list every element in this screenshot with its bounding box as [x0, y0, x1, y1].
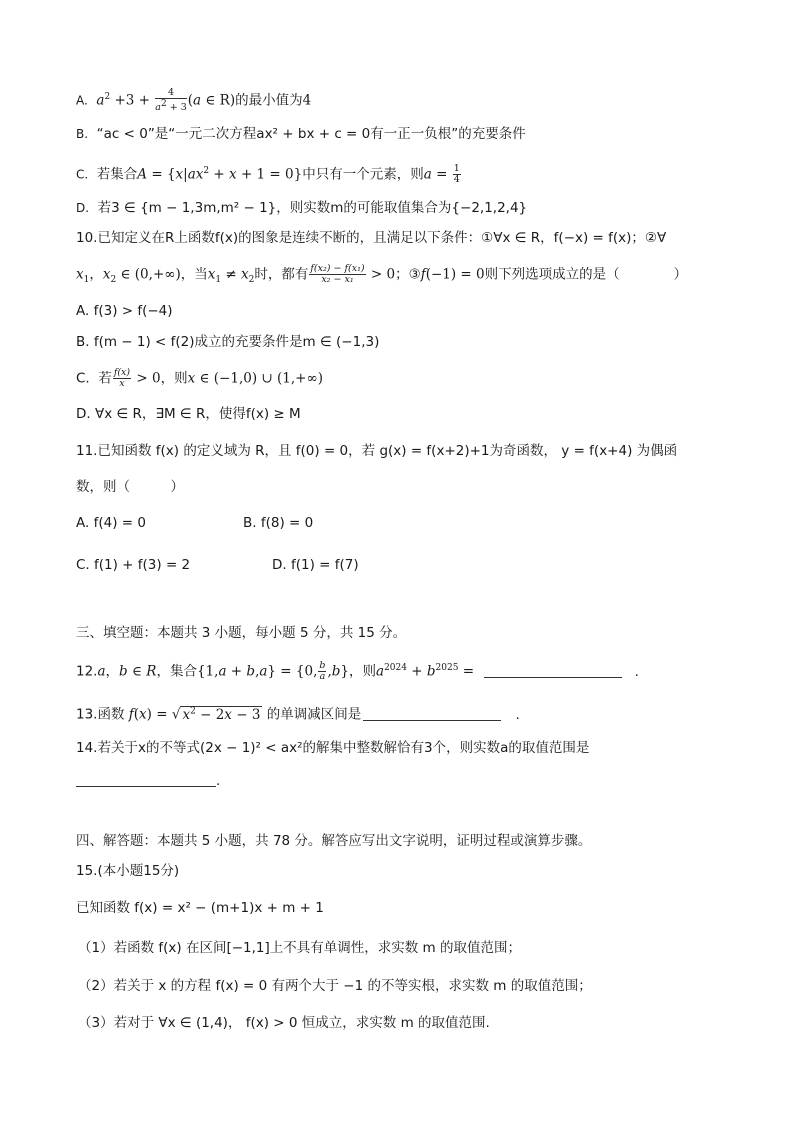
q9-option-b: B. “ac < 0”是“一元二次方程ax² + bx + c = 0有一正一负根”的充要条件 — [76, 126, 526, 142]
q14-line2: . — [76, 771, 220, 791]
q10-stem-line1: 10.已知定义在R上函数f(x)的图象是连续不断的，且满足以下条件：①∀x ∈ R，f(−x) = f(x)；②∀ — [76, 230, 667, 246]
q11-option-b: B. f(8) = 0 — [243, 515, 314, 531]
q11-option-c: C. f(1) + f(3) = 2 — [76, 557, 191, 573]
section3-heading: 三、填空题：本题共 3 小题，每小题 5 分，共 15 分。 — [76, 625, 407, 641]
q12: 12.a，b ∈ R，集合{1,a + b,a} = {0, $\frac{b}{a}$ ,b}，则$a^{2024} + b^{2025}$ = . — [76, 660, 639, 682]
q14-answer-blank[interactable] — [76, 772, 216, 787]
q13-answer-blank[interactable] — [363, 706, 501, 721]
q11-option-a: A. f(4) = 0 — [76, 515, 146, 531]
q12-answer-blank[interactable] — [484, 663, 622, 678]
q13: 13.函数 f(x) = √ $x^2 - 2x - 3$ 的单调减区间是 . — [76, 706, 520, 723]
q11-option-d: D. f(1) = f(7) — [272, 557, 359, 573]
q10-option-c: C. 若 $\frac{f(x)}{x}$ > 0，则x ∈ (−1,0) ∪ (1,+∞) — [76, 367, 323, 389]
q9-option-a: A. $a^2 +3$ + $\frac{4}{a^2 + 3}$ (a ∈ R)的最小值为4 — [76, 86, 312, 114]
q15-part1: （1）若函数 f(x) 在区间[−1,1]上不具有单调性，求实数 m 的取值范围； — [78, 940, 521, 956]
q9-option-d: D. 若3 ∈ {m − 1,3m,m² − 1}，则实数m的可能取值集合为{−2,1,2,4} — [76, 200, 528, 216]
q15-title: 15.(本小题15分) — [76, 863, 180, 879]
section4-heading: 四、解答题：本题共 5 小题，共 78 分。解答应写出文字说明，证明过程或演算步骤。 — [76, 833, 592, 849]
q10-option-d: D. ∀x ∈ R，∃M ∈ R，使得f(x) ≥ M — [76, 406, 301, 422]
q10-stem-line2: $x_1$，$x_2$ ∈ (0,+∞)，当$x_1 \ne x_2$时，都有 $\frac{\text{f(x₂) − f(x₁)}}{\text{x₂ − x₁}}$ > 0；③f(−1) = 0则下列选项成立的是（ ） — [76, 263, 688, 286]
q15-part2: （2）若关于 x 的方程 f(x) = 0 有两个大于 −1 的不等实根，求实数 m 的取值范围； — [78, 978, 592, 994]
q14-line1: 14.若关于x的不等式(2x − 1)² < ax²的解集中整数解恰有3个，则实数a的取值范围是 — [76, 740, 590, 756]
q9-option-c: C. 若集合$A = \{x|ax^2 + x + 1 = 0\}$中只有一个元素，则a = $\frac{1}{4}$ — [76, 163, 460, 185]
q11-stem-line1: 11.已知函数 f(x) 的定义域为 R，且 f(0) = 0，若 g(x) = f(x+2)+1为奇函数， y = f(x+4) 为偶函 — [76, 443, 678, 459]
q11-stem-line2: 数，则（ ） — [76, 479, 184, 495]
q15-stem: 已知函数 f(x) = x² − (m+1)x + m + 1 — [76, 900, 324, 916]
q10-option-b: B. f(m − 1) < f(2)成立的充要条件是m ∈ (−1,3) — [76, 334, 380, 350]
q15-part3: （3）若对于 ∀x ∈ (1,4)， f(x) > 0 恒成立，求实数 m 的取值范围. — [78, 1015, 490, 1031]
q10-option-a: A. f(3) > f(−4) — [76, 303, 173, 319]
